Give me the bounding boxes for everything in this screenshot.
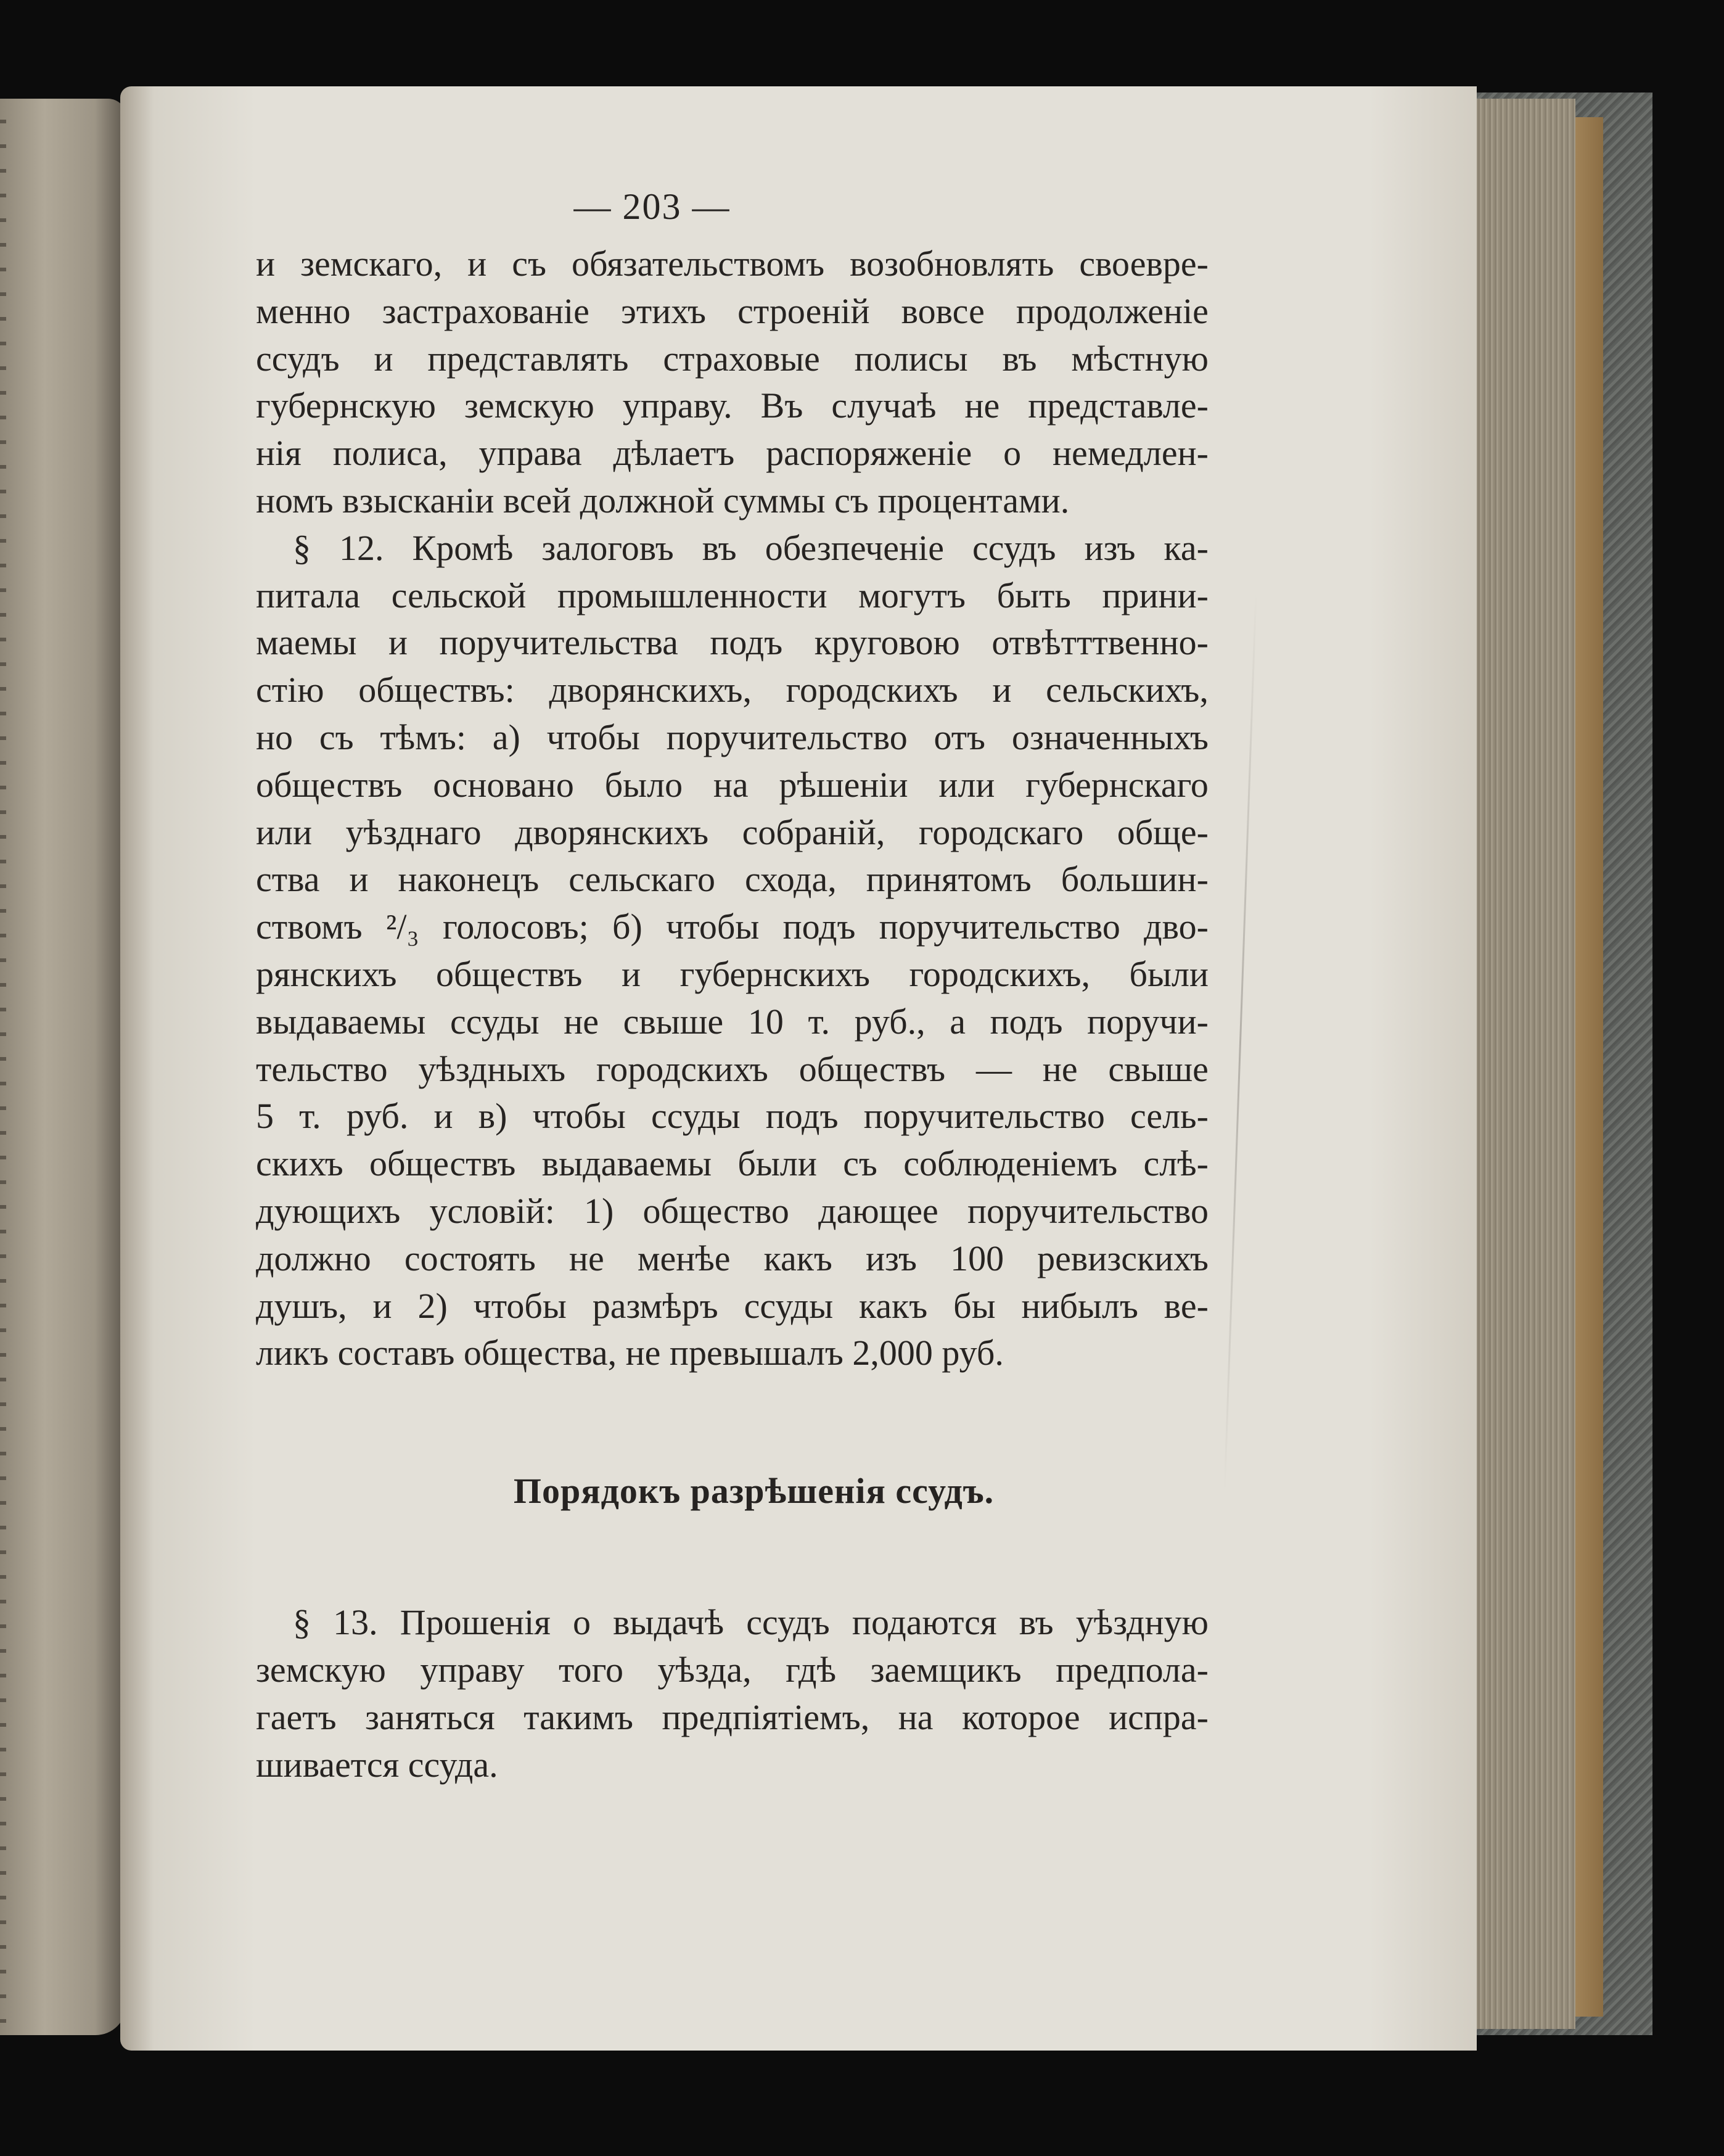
word: сель- — [1130, 1096, 1209, 1137]
word: 1) — [583, 1190, 614, 1231]
text-line — [256, 335, 1209, 383]
word: не — [1042, 1048, 1078, 1089]
word: Прошенія — [400, 1602, 551, 1643]
word: выдачѣ — [613, 1602, 724, 1643]
word: сельскаго — [569, 859, 715, 900]
word: и — [349, 859, 369, 900]
word: представле- — [1028, 385, 1209, 426]
word: ²/₃ — [385, 907, 419, 947]
word: Въ — [760, 385, 803, 426]
word: слѣ- — [1143, 1143, 1209, 1184]
word: не — [564, 1001, 599, 1042]
word: свыше — [1108, 1048, 1209, 1089]
word: мѣстную — [1071, 338, 1209, 379]
word: на — [713, 764, 749, 805]
word: стію — [256, 670, 324, 710]
word: нибылъ — [1021, 1285, 1138, 1326]
word: дующихъ — [256, 1190, 401, 1231]
word: выдаваемы — [541, 1143, 712, 1184]
word: въ — [1019, 1602, 1054, 1643]
text-line — [256, 619, 1209, 667]
word: какъ — [763, 1238, 832, 1278]
word: б) — [612, 907, 642, 947]
paragraph-2 — [256, 525, 1209, 1377]
word: могутъ — [858, 575, 966, 615]
word: управу — [420, 1649, 525, 1690]
word: ссудъ — [746, 1602, 830, 1643]
word: обще- — [1117, 812, 1209, 852]
word: прини- — [1102, 575, 1209, 615]
word: гдѣ — [786, 1649, 837, 1690]
word: Кромѣ — [412, 527, 514, 568]
word: были — [1129, 953, 1209, 994]
word: дворянскихъ, — [549, 670, 752, 710]
word: условій: — [429, 1190, 555, 1231]
word: поручительство — [666, 717, 908, 757]
word: в) — [478, 1096, 507, 1137]
word: были — [737, 1143, 817, 1184]
word: земскаго, — [300, 244, 443, 284]
word: городскаго — [918, 812, 1084, 852]
word: ссуды — [450, 1001, 540, 1042]
text-line — [256, 903, 1209, 951]
word: было — [604, 764, 683, 805]
word: такимъ — [523, 1697, 633, 1737]
word: строеній — [737, 290, 870, 331]
word: обществъ — [256, 764, 403, 805]
word: управу. — [622, 385, 733, 426]
word: а — [950, 1001, 966, 1042]
word: подъ — [782, 907, 856, 947]
word: гаетъ — [256, 1697, 337, 1737]
word: подъ — [710, 622, 783, 663]
word: 5 — [256, 1096, 274, 1137]
word: 10 — [747, 1001, 784, 1042]
word: означенныхъ — [1011, 717, 1209, 757]
word: маемы — [256, 622, 357, 663]
word: а) — [492, 717, 520, 757]
word: съ — [512, 244, 546, 284]
word: того — [559, 1649, 623, 1690]
word: залоговъ — [541, 527, 674, 568]
word: случаѣ — [831, 385, 937, 426]
word: скихъ — [256, 1143, 343, 1184]
page-number: — 203 — — [573, 186, 731, 227]
word: ревизскихъ — [1037, 1238, 1209, 1278]
word: вовсе — [901, 290, 985, 331]
text-line: ликъ составъ общества, не превышалъ 2,000 руб. — [256, 1333, 1004, 1373]
word: и — [992, 670, 1012, 710]
word: рѣшеніи — [779, 764, 908, 805]
word: чтобы — [546, 717, 640, 757]
word: быть — [996, 575, 1071, 615]
word: ве- — [1164, 1285, 1209, 1326]
word: о — [573, 1602, 591, 1643]
word: предпіятіемъ, — [662, 1697, 870, 1737]
word: менѣе — [637, 1238, 731, 1278]
word: дѣлаетъ — [613, 433, 735, 474]
text-line — [256, 1140, 1209, 1188]
text-line — [256, 525, 1209, 572]
word: обществъ — [798, 1048, 946, 1089]
word: подъ — [990, 1001, 1063, 1042]
word: управа — [478, 433, 582, 474]
word: руб. — [346, 1096, 409, 1137]
text-line — [256, 382, 1209, 430]
word: соблюденіемъ — [903, 1143, 1118, 1184]
word: распоряженіе — [766, 433, 972, 474]
word: тельство — [256, 1048, 388, 1089]
paragraph-3 — [256, 1599, 1209, 1788]
word: ссуды — [651, 1096, 741, 1137]
word: и — [372, 1285, 392, 1326]
word: возобновлять — [850, 244, 1054, 284]
word: 13. — [333, 1602, 378, 1643]
word: обществъ — [369, 1143, 516, 1184]
word: изъ — [1084, 527, 1136, 568]
word: страховые — [663, 338, 820, 379]
text-line: шивается ссуда. — [256, 1744, 498, 1785]
word: и — [374, 338, 393, 379]
text-line — [256, 1188, 1209, 1235]
word: или — [256, 812, 313, 852]
word: схода, — [744, 859, 837, 900]
word: на — [898, 1697, 934, 1737]
word: обществъ: — [358, 670, 515, 710]
word: нія — [256, 433, 302, 474]
text-line — [256, 1283, 1209, 1330]
word: обществъ — [436, 953, 583, 994]
word: поручительства — [439, 622, 678, 663]
word: т. — [299, 1096, 321, 1137]
word: менно — [256, 290, 351, 331]
word: подъ — [765, 1096, 839, 1137]
word: поручительство — [863, 1096, 1105, 1137]
word: этихъ — [620, 290, 706, 331]
text-line — [256, 288, 1209, 335]
word: наконецъ — [398, 859, 540, 900]
word: обязательствомъ — [572, 244, 825, 284]
word: ссудъ — [256, 338, 340, 379]
word: уѣздныхъ — [418, 1048, 566, 1089]
word: но — [256, 717, 293, 757]
page-edges — [1461, 99, 1575, 2029]
text-line — [256, 951, 1209, 998]
word: и — [467, 244, 487, 284]
word: круговою — [814, 622, 960, 663]
word: изъ — [866, 1238, 917, 1278]
text-line: номъ взысканіи всей должной суммы съ процентами. — [256, 480, 1070, 520]
word: дающее — [818, 1190, 938, 1231]
word: душъ, — [256, 1285, 347, 1326]
word: въ — [1002, 338, 1037, 379]
left-page — [0, 99, 126, 2035]
word: подаются — [852, 1602, 997, 1643]
text-line — [256, 809, 1209, 857]
book-board — [1575, 117, 1603, 2017]
word: губернскихъ — [679, 953, 870, 994]
word: отвѣтттвенно- — [991, 622, 1209, 663]
text-line — [256, 1046, 1209, 1093]
word: ка- — [1164, 527, 1209, 568]
word: состоять — [404, 1238, 536, 1278]
word: земскую — [464, 385, 594, 426]
text-line — [256, 762, 1209, 809]
word: промышленности — [557, 575, 827, 615]
word: поручительство — [967, 1190, 1209, 1231]
word: земскую — [256, 1649, 386, 1690]
word: общество — [642, 1190, 789, 1231]
word: рянскихъ — [256, 953, 397, 994]
word: 2) — [417, 1285, 448, 1326]
word: собраній, — [742, 812, 885, 852]
text-line — [256, 1647, 1209, 1694]
word: городскихъ — [596, 1048, 768, 1089]
word: не — [964, 385, 1000, 426]
word: которое — [962, 1697, 1080, 1737]
word: дво- — [1144, 907, 1209, 947]
word: сельской — [391, 575, 527, 615]
word: выдаваемы — [256, 1001, 426, 1042]
text-line — [256, 1694, 1209, 1742]
word: принятомъ — [866, 859, 1032, 900]
word: полиса, — [332, 433, 448, 474]
text-line — [256, 430, 1209, 477]
text-line — [256, 1235, 1209, 1283]
word: какъ — [859, 1285, 928, 1326]
word: ссудъ — [972, 527, 1056, 568]
word: размѣръ — [592, 1285, 718, 1326]
word: не — [569, 1238, 604, 1278]
word: поручи- — [1087, 1001, 1209, 1042]
word: голосовъ; — [442, 907, 589, 947]
text-line — [256, 1093, 1209, 1140]
text-line — [256, 572, 1209, 620]
word: питала — [256, 575, 361, 615]
word: ства — [256, 859, 320, 900]
page-text — [256, 173, 1209, 1788]
word: испра- — [1109, 1697, 1209, 1737]
section-heading: Порядокъ разрѣшенія ссудъ. — [513, 1471, 995, 1512]
word: должно — [256, 1238, 371, 1278]
word: 100 — [950, 1238, 1004, 1278]
word: ствомъ — [256, 907, 363, 947]
word: уѣзднаго — [345, 812, 482, 852]
word: съ — [319, 717, 354, 757]
word: обезпеченіе — [765, 527, 944, 568]
word: заняться — [365, 1697, 495, 1737]
word: и — [433, 1096, 453, 1137]
word: и — [256, 244, 276, 284]
word: — — [975, 1048, 1012, 1089]
text-line — [256, 1599, 1209, 1647]
word: или — [938, 764, 995, 805]
left-page-edge — [0, 99, 6, 2035]
word: городскихъ, — [909, 953, 1090, 994]
word: основано — [433, 764, 574, 805]
word: уѣздную — [1075, 1602, 1209, 1643]
word: ссуды — [744, 1285, 834, 1326]
text-line — [256, 856, 1209, 903]
word: чтобы — [666, 907, 760, 947]
word: своевре- — [1079, 244, 1209, 284]
word: свыше — [623, 1001, 724, 1042]
word: въ — [702, 527, 737, 568]
word: чтобы — [473, 1285, 567, 1326]
word: застрахованіе — [382, 290, 589, 331]
word: руб., — [854, 1001, 926, 1042]
word: съ — [843, 1143, 877, 1184]
word: отъ — [934, 717, 986, 757]
word: городскихъ — [786, 670, 958, 710]
word: дворянскихъ — [515, 812, 709, 852]
word: заемщикъ — [870, 1649, 1022, 1690]
word: полисы — [854, 338, 968, 379]
word: большин- — [1061, 859, 1209, 900]
text-line — [256, 241, 1209, 288]
word: чтобы — [532, 1096, 626, 1137]
text-line — [256, 998, 1209, 1046]
word: 12. — [339, 527, 384, 568]
word: и — [388, 622, 408, 663]
word: предпола- — [1056, 1649, 1209, 1690]
text-line — [256, 714, 1209, 762]
text-line — [256, 667, 1209, 714]
word: тѣмъ: — [380, 717, 466, 757]
word: о — [1003, 433, 1022, 474]
word: сельскихъ, — [1046, 670, 1209, 710]
paragraph-1 — [256, 241, 1209, 525]
word: поручительство — [879, 907, 1120, 947]
word: т. — [808, 1001, 830, 1042]
word: губернскаго — [1025, 764, 1209, 805]
word: § — [293, 1602, 311, 1643]
word: продолженіе — [1016, 290, 1209, 331]
word: губернскую — [256, 385, 436, 426]
word: бы — [953, 1285, 996, 1326]
word: немедлен- — [1052, 433, 1209, 474]
word: представлять — [427, 338, 629, 379]
word: § — [293, 527, 311, 568]
word: и — [622, 953, 641, 994]
word: уѣзда, — [657, 1649, 752, 1690]
